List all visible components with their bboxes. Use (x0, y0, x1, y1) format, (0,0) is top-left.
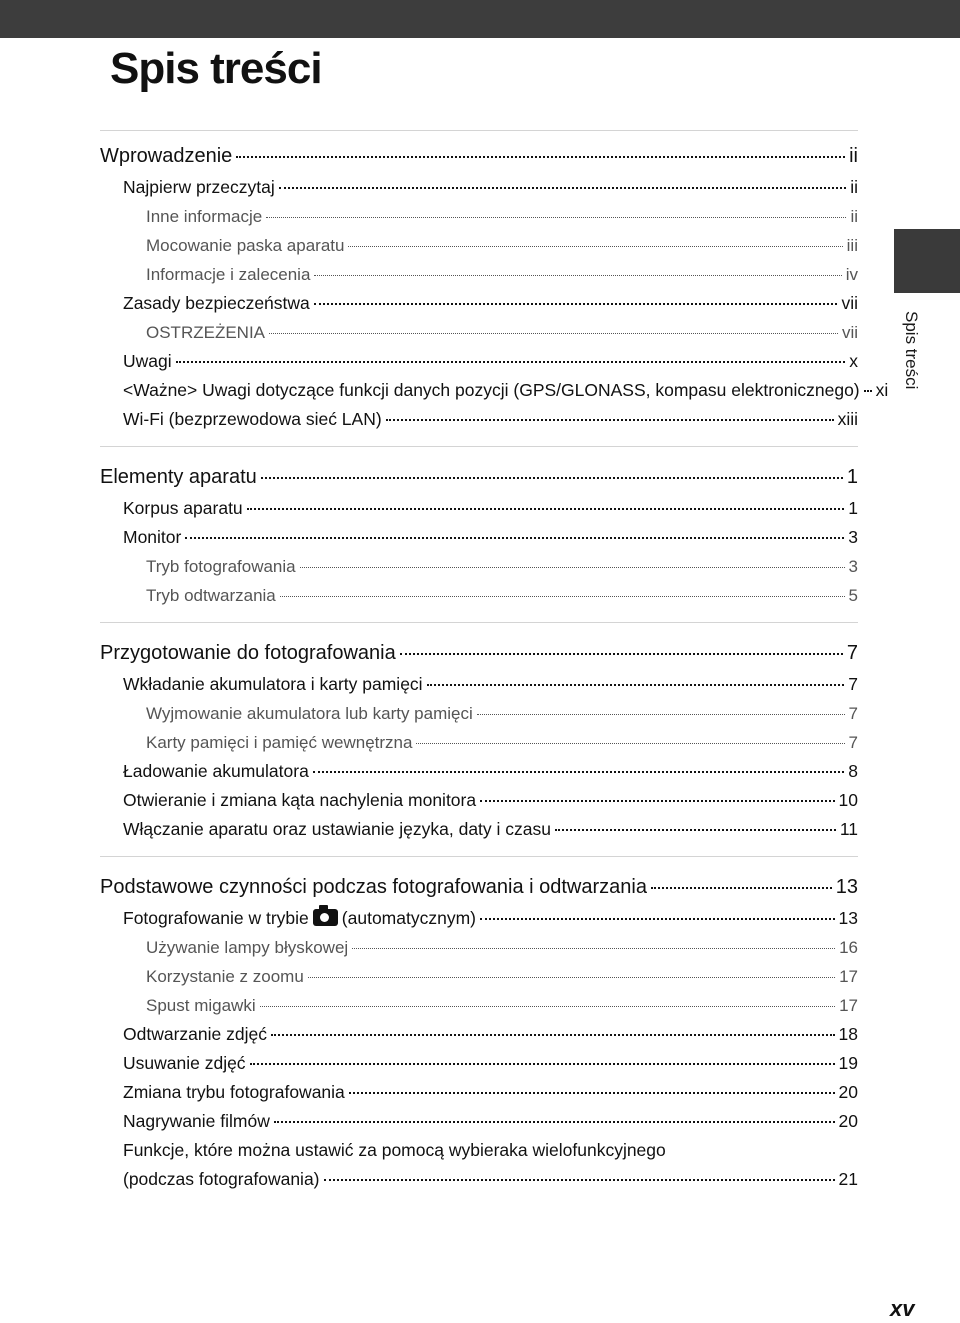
toc-entry-title: Najpierw przeczytaj (123, 177, 275, 197)
toc-entry-level-2[interactable] (100, 289, 858, 318)
toc-entry-page: 20 (838, 1082, 858, 1102)
toc-entry-title: Wkładanie akumulatora i karty pamięci (123, 674, 423, 694)
dot-leader (400, 653, 843, 655)
toc-entry-page: ii (850, 177, 858, 197)
toc-entry-level-2[interactable] (100, 347, 858, 376)
toc-entry-title: Przygotowanie do fotografowania (100, 642, 396, 664)
toc-entry-page: vii (841, 323, 858, 342)
toc-entry-level-3[interactable] (100, 699, 858, 728)
dot-leader (480, 918, 835, 920)
dot-leader (314, 275, 841, 276)
toc-entry-page: ii (850, 207, 858, 226)
toc-entry-level-3[interactable] (100, 991, 858, 1020)
toc-entry-page: 3 (848, 527, 858, 547)
dot-leader (313, 771, 844, 773)
toc-entry-level-2[interactable] (100, 1020, 858, 1049)
toc-entry-title: Korzystanie z zoomu (146, 967, 304, 986)
toc-entry-level-1[interactable] (100, 140, 858, 173)
toc-entry-page: 7 (848, 674, 858, 694)
toc-entry-page: 1 (846, 466, 858, 488)
dot-leader (352, 948, 835, 949)
dot-leader (477, 714, 845, 715)
toc-entry-title: Zmiana trybu fotografowania (123, 1082, 345, 1102)
toc-entry-level-3[interactable] (100, 728, 858, 757)
title-divider (100, 130, 858, 131)
toc-entry-page: 20 (838, 1111, 858, 1131)
toc-entry-title: Odtwarzanie zdjęć (123, 1024, 267, 1044)
toc-entry-title: Elementy aparatu (100, 466, 257, 488)
toc-entry-title: Spust migawki (146, 996, 256, 1015)
toc-entry-title: Tryb odtwarzania (146, 586, 276, 605)
toc-entry-level-2[interactable] (100, 786, 858, 815)
toc-entry-title: Uwagi (123, 351, 172, 371)
toc-entry-title: Włączanie aparatu oraz ustawianie języka, daty i czasu (123, 819, 551, 839)
toc-entry-title-line: Funkcje, które można ustawić za pomocą wybieraka wielofunkcyjnego (123, 1140, 666, 1160)
dot-leader (348, 246, 842, 247)
toc-entry-level-2[interactable] (100, 173, 858, 202)
toc-entry-level-2[interactable] (100, 904, 858, 933)
toc-entry-level-2[interactable] (100, 757, 858, 786)
table-of-contents (100, 140, 889, 1220)
toc-entry-page: 17 (839, 967, 858, 986)
toc-entry-page: 19 (838, 1053, 858, 1073)
toc-entry-level-1[interactable] (100, 461, 858, 494)
toc-entry-title: Wprowadzenie (100, 145, 233, 167)
toc-entry-title-part: (automatycznym) (341, 908, 476, 928)
dot-leader (274, 1121, 835, 1123)
toc-entry-page: iii (846, 236, 858, 255)
toc-entry-title: Informacje i zalecenia (146, 265, 311, 284)
toc-entry-page: 5 (848, 586, 858, 605)
dot-leader (236, 156, 845, 158)
toc-entry-page: 17 (839, 996, 858, 1015)
toc-entry-page: 10 (838, 790, 858, 810)
camera-auto-mode-icon (313, 909, 338, 926)
toc-entry-title: Usuwanie zdjęć (123, 1053, 246, 1073)
toc-entry-level-2[interactable] (100, 523, 858, 552)
dot-leader (555, 829, 836, 831)
dot-leader (269, 333, 838, 334)
dot-leader (314, 303, 838, 305)
toc-entry-page: xi (875, 380, 889, 400)
toc-section (100, 871, 858, 1206)
top-header-bar (0, 0, 960, 38)
toc-entry-page: 7 (848, 733, 858, 752)
dot-leader (185, 537, 844, 539)
dot-leader (261, 477, 843, 479)
toc-entry-title: Nagrywanie filmów (123, 1111, 270, 1131)
toc-entry-page: xiii (837, 409, 858, 429)
toc-entry-page: 1 (848, 498, 858, 518)
toc-entry-title: OSTRZEŻENIA (146, 323, 266, 342)
toc-entry-title: Wi-Fi (bezprzewodowa sieć LAN) (123, 409, 382, 429)
dot-leader (349, 1092, 835, 1094)
toc-entry-page: 16 (839, 938, 858, 957)
toc-entry-level-1[interactable] (100, 871, 858, 904)
side-tab-label: Spis treści (902, 311, 921, 390)
dot-leader (308, 977, 835, 978)
toc-entry-page: 7 (848, 704, 858, 723)
toc-entry-level-2[interactable] (100, 376, 889, 405)
dot-leader (271, 1034, 835, 1036)
toc-entry-level-3[interactable] (100, 962, 858, 991)
page-title: Spis treści (110, 44, 322, 93)
toc-entry-level-3[interactable] (100, 552, 858, 581)
toc-entry-page: iv (845, 265, 858, 284)
toc-entry-page: 8 (848, 761, 858, 781)
side-index-tab[interactable] (894, 229, 960, 293)
dot-leader (266, 217, 846, 218)
toc-entry-title-part: Fotografowanie w trybie (123, 908, 309, 928)
toc-section (100, 140, 889, 447)
toc-entry-level-2[interactable] (100, 494, 858, 523)
dot-leader (386, 419, 834, 421)
toc-entry-page: 3 (848, 557, 858, 576)
toc-entry-level-2[interactable] (100, 1107, 858, 1136)
toc-entry-title (123, 904, 476, 933)
toc-entry-page: 13 (838, 908, 858, 928)
toc-section (100, 637, 858, 857)
page-number: xv (890, 1296, 915, 1321)
dot-leader (250, 1063, 835, 1065)
dot-leader (300, 567, 845, 568)
toc-entry-page: 7 (846, 642, 858, 664)
toc-entry-level-3[interactable] (100, 231, 858, 260)
dot-leader (416, 743, 844, 744)
dot-leader (280, 596, 845, 597)
toc-entry-page: ii (849, 145, 858, 167)
toc-entry-title: Mocowanie paska aparatu (146, 236, 345, 255)
toc-entry-level-3[interactable] (100, 933, 858, 962)
toc-entry-title: Zasady bezpieczeństwa (123, 293, 310, 313)
dot-leader (480, 800, 834, 802)
toc-entry-page: 18 (838, 1024, 858, 1044)
toc-entry-level-3[interactable] (100, 581, 858, 610)
toc-entry-title: Otwieranie i zmiana kąta nachylenia monitora (123, 790, 477, 810)
toc-entry-page: 21 (838, 1169, 858, 1189)
dot-leader (864, 390, 872, 392)
toc-entry-level-2[interactable] (100, 670, 858, 699)
toc-entry-title: Monitor (123, 527, 182, 547)
toc-entry-level-3[interactable] (100, 318, 858, 347)
toc-entry-title: <Ważne> Uwagi dotyczące funkcji danych pozycji (GPS/GLONASS, kompasu elektronicznego) (123, 380, 860, 400)
dot-leader (427, 684, 845, 686)
toc-entry-level-3[interactable] (100, 202, 858, 231)
toc-entry-level-2[interactable] (100, 405, 858, 434)
toc-entry-level-2[interactable] (100, 815, 858, 844)
toc-entry-title: Ładowanie akumulatora (123, 761, 309, 781)
toc-entry-title: Wyjmowanie akumulatora lub karty pamięci (146, 704, 473, 723)
toc-entry-title: Karty pamięci i pamięć wewnętrzna (146, 733, 413, 752)
toc-entry-title: Używanie lampy błyskowej (146, 938, 349, 957)
toc-entry-page: x (849, 351, 858, 371)
toc-entry-level-2[interactable] (100, 1049, 858, 1078)
toc-entry-title: (podczas fotografowania) (123, 1169, 320, 1189)
toc-section (100, 461, 858, 623)
toc-entry-title: Podstawowe czynności podczas fotografowania i odtwarzania (100, 876, 647, 898)
dot-leader (260, 1006, 835, 1007)
toc-entry-title: Korpus aparatu (123, 498, 243, 518)
dot-leader (176, 361, 846, 363)
dot-leader (651, 887, 832, 889)
toc-entry-level-2[interactable] (100, 1165, 858, 1194)
toc-entry-level-1[interactable] (100, 637, 858, 670)
dot-leader (324, 1179, 835, 1181)
toc-entry-level-3[interactable] (100, 260, 858, 289)
toc-entry-page: 13 (835, 876, 858, 898)
dot-leader (247, 508, 845, 510)
toc-entry-title: Tryb fotografowania (146, 557, 296, 576)
toc-entry-page: 11 (839, 819, 858, 839)
dot-leader (279, 187, 847, 189)
toc-entry-title: Inne informacje (146, 207, 263, 226)
toc-entry-page: vii (841, 293, 858, 313)
toc-entry-level-2[interactable] (100, 1078, 858, 1107)
